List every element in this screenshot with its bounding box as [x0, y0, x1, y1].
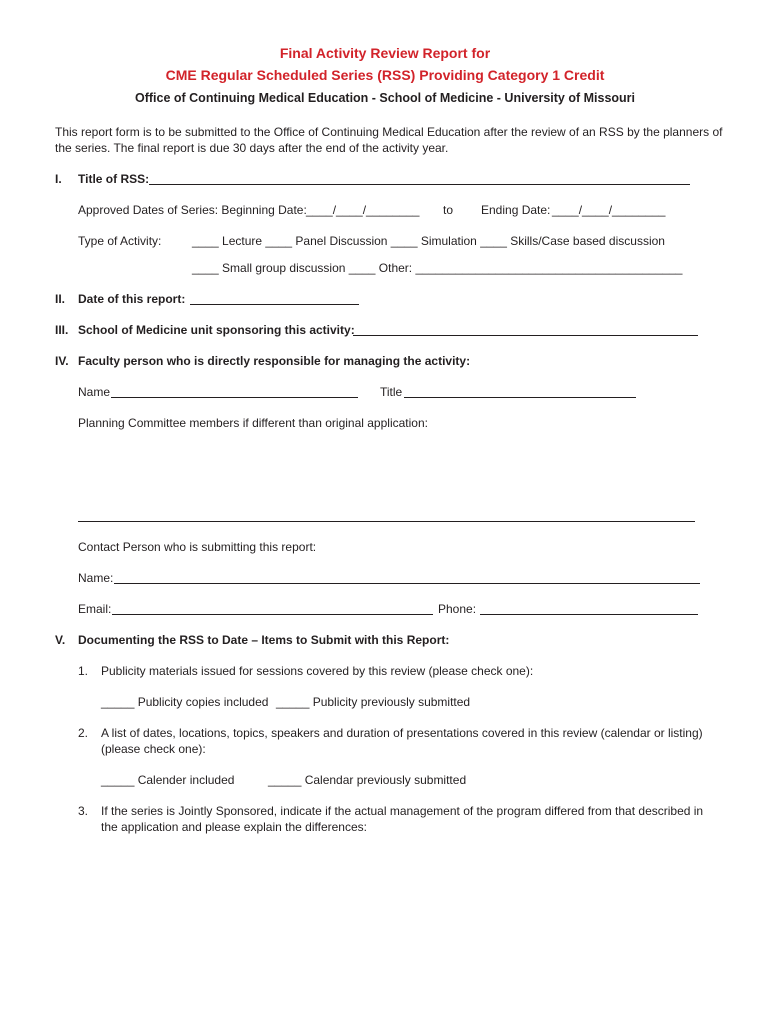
faculty-name-field[interactable] [111, 397, 358, 398]
calendar-included-option[interactable]: _____ Calender included [101, 773, 235, 787]
calendar-previously-submitted-option[interactable]: _____ Calendar previously submitted [268, 773, 467, 787]
planning-committee-label: Planning Committee members if different than original application: [78, 416, 428, 430]
ending-date-field[interactable]: ____/____/________ [552, 203, 666, 217]
beginning-date-field[interactable]: ____/____/________ [306, 203, 420, 217]
faculty-title-field[interactable] [404, 397, 636, 398]
faculty-person-label: Faculty person who is directly responsible for managing the activity: [78, 354, 471, 368]
item-2-text-line2: (please check one): [101, 742, 206, 756]
contact-name-field[interactable] [114, 583, 700, 584]
form-title-line1: Final Activity Review Report for [279, 45, 491, 61]
item-2-text-line1: A list of dates, locations, topics, speakers and duration of presentations covered in this review (calendar or listing) [101, 726, 703, 740]
activity-options-row1[interactable]: ____ Lecture ____ Panel Discussion ____ Simulation ____ Skills/Case based discussion [192, 234, 665, 248]
phone-field[interactable] [480, 614, 698, 615]
faculty-name-label: Name [78, 385, 111, 399]
contact-person-label: Contact Person who is submitting this report: [78, 540, 317, 554]
phone-label: Phone: [438, 602, 477, 616]
date-of-report-label: Date of this report: [78, 292, 186, 306]
email-field[interactable] [112, 614, 433, 615]
item-3-text-line2: the application and please explain the differences: [101, 820, 367, 834]
intro-text-line1: This report form is to be submitted to the Office of Continuing Medical Education after the review of an RSS by the planners of [55, 125, 723, 139]
form-title-line2: CME Regular Scheduled Series (RSS) Providing Category 1 Credit [165, 67, 605, 83]
publicity-previously-submitted-option[interactable]: _____ Publicity previously submitted [276, 695, 471, 709]
section-1-number: I. [55, 172, 62, 186]
section-4-number: IV. [55, 354, 69, 368]
section-3-number: III. [55, 323, 69, 337]
approved-dates-label: Approved Dates of Series: Beginning Date: [78, 203, 307, 217]
ending-date-label: Ending Date: [481, 203, 551, 217]
to-label: to [443, 203, 454, 217]
activity-options-row2[interactable]: ____ Small group discussion ____ Other: ________________________________________ [192, 261, 683, 275]
type-of-activity-label: Type of Activity: [78, 234, 162, 248]
email-label: Email: [78, 602, 112, 616]
sponsoring-unit-label: School of Medicine unit sponsoring this activity: [78, 323, 355, 337]
title-of-rss-field[interactable] [149, 184, 690, 185]
item-3-number: 3. [78, 804, 89, 818]
intro-text-line2: the series. The final report is due 30 days after the end of the activity year. [55, 141, 449, 155]
sponsoring-unit-field[interactable] [353, 335, 698, 336]
planning-committee-field[interactable] [78, 521, 695, 522]
contact-name-label: Name: [78, 571, 114, 585]
office-subtitle: Office of Continuing Medical Education - School of Medicine - University of Missouri [134, 91, 636, 105]
item-2-number: 2. [78, 726, 89, 740]
section-5-number: V. [55, 633, 66, 647]
faculty-title-label: Title [380, 385, 403, 399]
publicity-copies-included-option[interactable]: _____ Publicity copies included [101, 695, 269, 709]
item-1-number: 1. [78, 664, 89, 678]
title-of-rss-label: Title of RSS: [78, 172, 150, 186]
date-of-report-field[interactable] [190, 304, 359, 305]
documenting-rss-label: Documenting the RSS to Date – Items to Submit with this Report: [78, 633, 450, 647]
item-1-text: Publicity materials issued for sessions covered by this review (please check one): [101, 664, 534, 678]
section-2-number: II. [55, 292, 66, 306]
item-3-text-line1: If the series is Jointly Sponsored, indicate if the actual management of the program differed from that described in [101, 804, 704, 818]
